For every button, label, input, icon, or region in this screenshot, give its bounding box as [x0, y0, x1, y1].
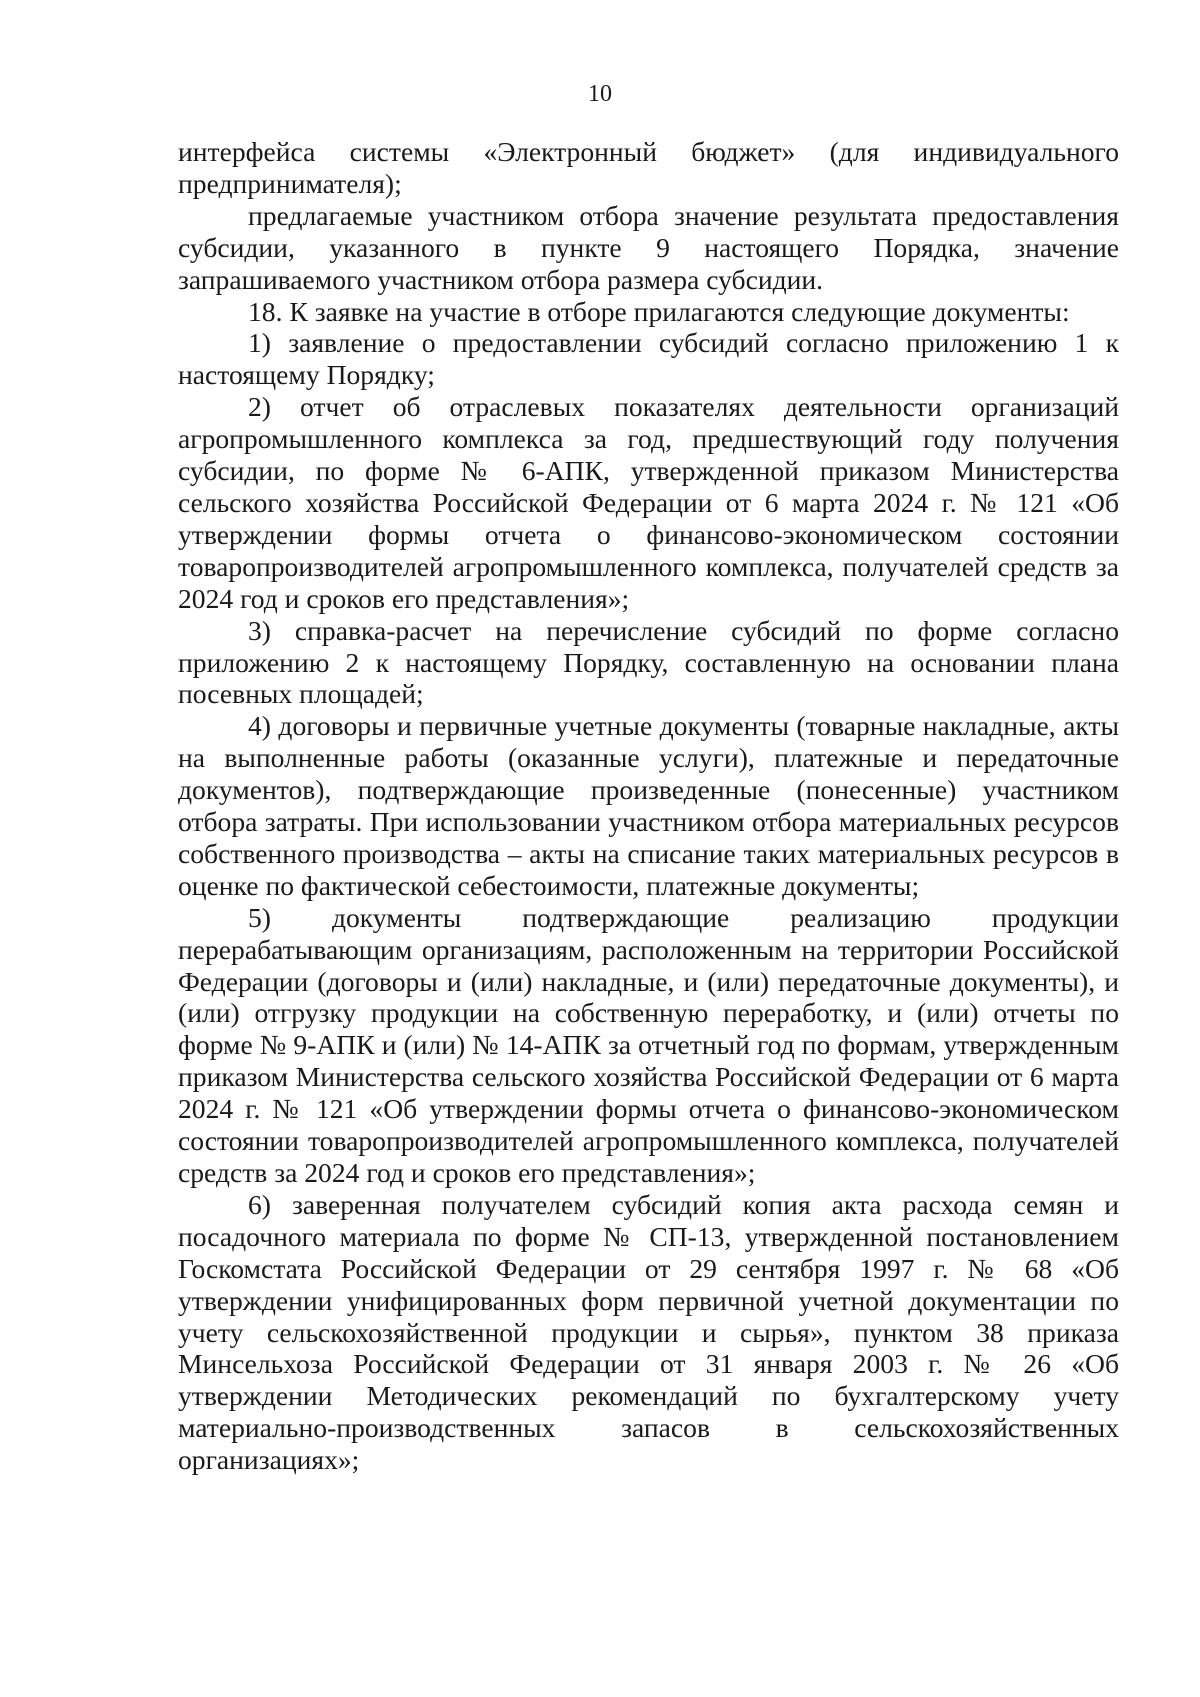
- paragraph: предлагаемые участником отбора значение результата предоставления субсидии, указанного в пункте 9 настоящего Порядка, значение запрашиваемого участником отбора размера субсидии.: [178, 199, 1119, 295]
- paragraph: 4) договоры и первичные учетные документы (товарные накладные, акты на выполненные работы (оказанные услуги), платежные и передаточные документов), подтверждающие произведенные (понесенные) участником отбора затраты. При использовании участником отбора материальных ресурсов собственного производства – акты на списание таких материальных ресурсов в оценке по фактической себестоимости, платежные документы;: [178, 710, 1119, 901]
- paragraph: 1) заявление о предоставлении субсидий согласно приложению 1 к настоящему Порядку;: [178, 327, 1119, 391]
- page-number: 10: [588, 81, 612, 107]
- paragraph: 6) заверенная получателем субсидий копия акта расхода семян и посадочного материала по форме № СП-13, утвержденной постановлением Госкомстата Российской Федерации от 29 сентября 1997 г. № 68 «Об утверждении унифицированных форм первичной учетной документации по учету сельскохозяйственной продукции и сырья», пунктом 38 приказа Минсельхоза Российской Федерации от 31 января 2003 г. № 26 «Об утверждении Методических рекомендаций по бухгалтерскому учету материально-производственных запасов в сельскохозяйственных организациях»;: [178, 1188, 1119, 1476]
- paragraph: 2) отчет об отраслевых показателях деятельности организаций агропромышленного комплекса за год, предшествующий году получения субсидии, по форме № 6-АПК, утвержденной приказом Министерства сельского хозяйства Российской Федерации от 6 марта 2024 г. № 121 «Об утверждении формы отчета о финансово-экономическом состоянии товаропроизводителей агропромышленного комплекса, получателей средств за 2024 год и сроков его представления»;: [178, 391, 1119, 614]
- paragraph: 18. К заявке на участие в отборе прилагаются следующие документы:: [248, 295, 1070, 327]
- paragraph: 3) справка-расчет на перечисление субсидий по форме согласно приложению 2 к настоящему Порядку, составленную на основании плана посевных площадей;: [178, 614, 1119, 710]
- paragraph: 5) документы подтверждающие реализацию продукции перерабатывающим организациям, расположенным на территории Российской Федерации (договоры и (или) накладные, и (или) передаточные документы), и (или) отгрузку продукции на собственную переработку, и (или) отчеты по форме № 9-АПК и (или) № 14-АПК за отчетный год по формам, утвержденным приказом Министерства сельского хозяйства Российской Федерации от 6 марта 2024 г. № 121 «Об утверждении формы отчета о финансово-экономическом состоянии товаропроизводителей агропромышленного комплекса, получателей средств за 2024 год и сроков его представления»;: [178, 901, 1119, 1188]
- paragraph: интерфейса системы «Электронный бюджет» (для индивидуального предпринимателя);: [178, 136, 1119, 199]
- document-body: [178, 136, 1119, 1476]
